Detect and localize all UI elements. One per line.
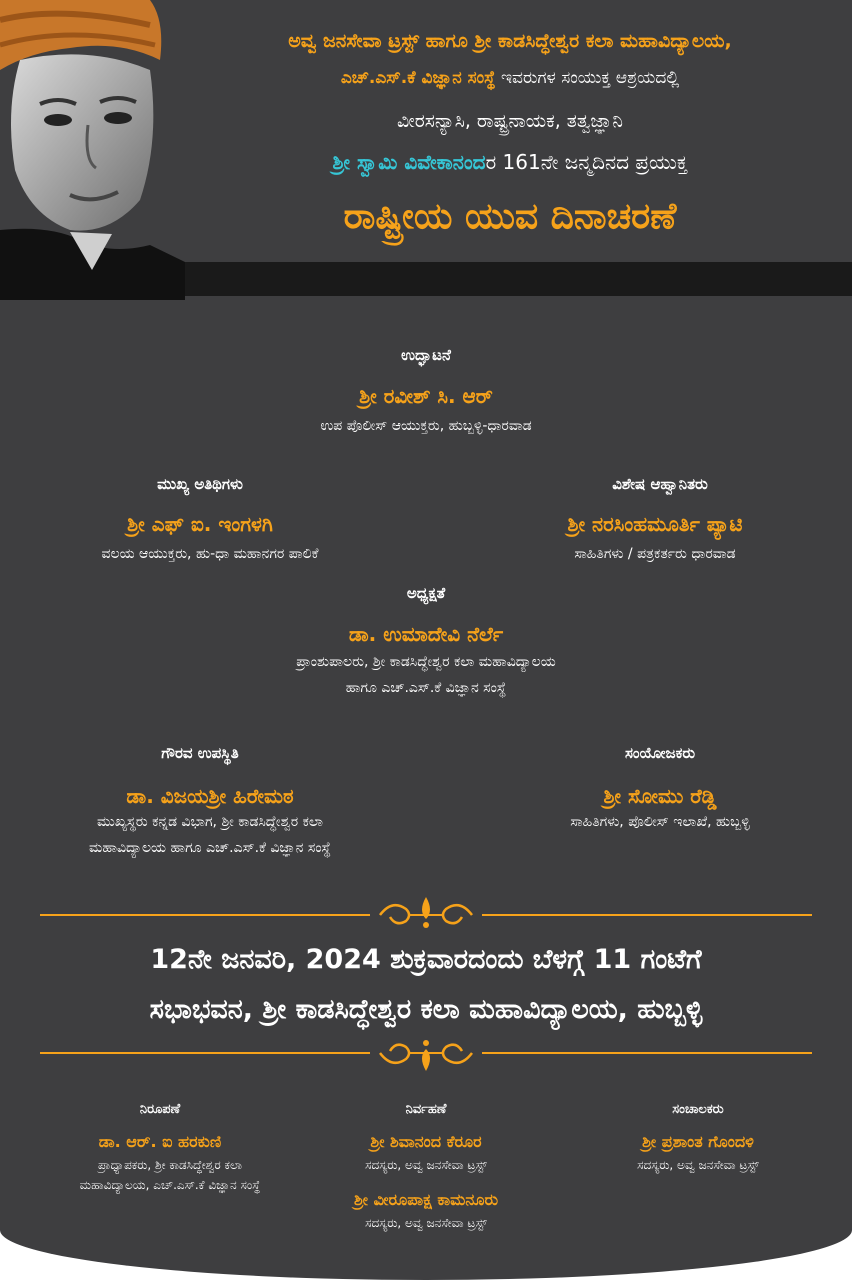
presidency-designation-1: ಪ್ರಾಂಶುಪಾಲರು, ಶ್ರೀ ಕಾಡಸಿದ್ಧೇಶ್ವರ ಕಲಾ ಮಹಾವಿದ್ಯಾಲಯ [296,654,556,670]
chief-guests-section-title: ಮುಖ್ಯ ಅತಿಥಿಗಳು [157,475,243,493]
presidency-designation-2: ಹಾಗೂ ಎಚ್.ಎಸ್.ಕೆ ವಿಜ್ಞಾನ ಸಂಸ್ಥೆ [345,680,507,696]
coordinators-section-title: ಸಂಯೋಜಕರು [624,744,696,762]
presidency-name: ಡಾ. ಉಮಾದೇವಿ ನೆರ್ಲೆ [348,622,504,646]
honorary-presence-section-title: ಗೌರವ ಉಪಸ್ಥಿತಿ [161,744,239,762]
header-line-1: ಅವ್ವ ಜನಸೇವಾ ಟ್ರಸ್ಟ್ ಹಾಗೂ ಶ್ರೀ ಕಾಡಸಿದ್ಧೇಶ್ವರ ಕಲಾ ಮಹಾವಿದ್ಯಾಲಯ, [288,30,732,52]
management-section-title: ನಿರ್ವಹಣೆ [405,1102,447,1117]
portrait-image [0,0,185,300]
header-line-3: ವೀರಸನ್ಯಾಸಿ, ರಾಷ್ಟ್ರನಾಯಕ, ತತ್ವಜ್ಞಾನಿ [396,110,623,132]
narration-section-title: ನಿರೂಪಣೆ [139,1102,181,1117]
inauguration-designation: ಉಪ ಪೊಲೀಸ್ ಆಯುಕ್ತರು, ಹುಬ್ಬಳ್ಳಿ-ಧಾರವಾಡ [320,418,532,434]
coordinator-name: ಶ್ರೀ ಸೋಮು ರೆಡ್ಡಿ [603,784,717,808]
inauguration-section-title: ಉದ್ಘಾಟನೆ [401,346,451,364]
coordinator-designation: ಸಾಹಿತಿಗಳು, ಪೊಲೀಸ್ ಇಲಾಖೆ, ಹುಬ್ಬಳ್ಳಿ [570,814,750,830]
management-designation-2: ಸದಸ್ಯರು, ಅವ್ವ ಜನಸೇವಾ ಟ್ರಸ್ಟ್ [365,1216,487,1230]
honorary-presence-name: ಡಾ. ವಿಜಯಶ್ರೀ ಹಿರೇಮಠ [126,784,294,808]
convener-designation: ಸದಸ್ಯರು, ಅವ್ವ ಜನಸೇವಾ ಟ್ರಸ್ಟ್ [637,1158,759,1172]
header-line-2 [190,68,830,88]
header-line-4-name: ಶ್ರೀ ಸ್ವಾಮಿ ವಿವೇಕಾನಂದ [332,150,486,174]
main-title: ರಾಷ್ಟ್ರೀಯ ಯುವ ದಿನಾಚರಣೆ [343,196,677,237]
header-line-2-suffix: ಇವರುಗಳ ಸಂಯುಕ್ತ ಆಶ್ರಯದಲ್ಲಿ [495,68,680,88]
header-line-4 [190,150,830,174]
narration-designation-2: ಮಹಾವಿದ್ಯಾಲಯ, ಎಚ್.ಎಸ್.ಕೆ ವಿಜ್ಞಾನ ಸಂಸ್ಥೆ [79,1178,261,1192]
narration-designation-1: ಪ್ರಾಧ್ಯಾಪಕರು, ಶ್ರೀ ಕಾಡಸಿದ್ಧೇಶ್ವರ ಕಲಾ [98,1158,242,1172]
chief-guest-designation: ವಲಯ ಆಯುಕ್ತರು, ಹು-ಧಾ ಮಹಾನಗರ ಪಾಲಿಕೆ [101,546,319,562]
flourish-divider-icon [40,893,812,933]
header-line-2-institution: ಎಚ್.ಎಸ್.ಕೆ ವಿಜ್ಞಾನ ಸಂಸ್ಥೆ [340,68,496,88]
flourish-divider-icon [40,1035,812,1075]
special-invitee-name: ಶ್ರೀ ನರಸಿಂಹಮೂರ್ತಿ ಪ್ಯಾಟಿ [567,512,743,536]
honorary-presence-designation-1: ಮುಖ್ಯಸ್ಥರು ಕನ್ನಡ ವಿಭಾಗ, ಶ್ರೀ ಕಾಡಸಿದ್ಧೇಶ್ವರ ಕಲಾ [97,814,323,830]
special-invitee-designation: ಸಾಹಿತಿಗಳು / ಪತ್ರಕರ್ತರು ಧಾರವಾಡ [574,546,736,562]
special-invitees-section-title: ವಿಶೇಷ ಆಹ್ವಾನಿತರು [612,475,708,493]
chief-guest-name: ಶ್ರೀ ಎಫ್ ಐ. ಇಂಗಳಗಿ [127,512,273,536]
management-designation-1: ಸದಸ್ಯರು, ಅವ್ವ ಜನಸೇವಾ ಟ್ರಸ್ಟ್ [365,1158,487,1172]
honorary-presence-designation-2: ಮಹಾವಿದ್ಯಾಲಯ ಹಾಗೂ ಎಚ್.ಎಸ್.ಕೆ ವಿಜ್ಞಾನ ಸಂಸ್ಥೆ [89,840,331,856]
convener-name: ಶ್ರೀ ಪ್ರಶಾಂತ ಗೊಂದಳಿ [642,1132,754,1151]
management-name-1: ಶ್ರೀ ಶಿವಾನಂದ ಕೆರೂರ [370,1132,482,1151]
conveners-section-title: ಸಂಚಾಲಕರು [672,1102,724,1117]
management-name-2: ಶ್ರೀ ವೀರೂಪಾಕ್ಷ ಕಾಮನೂರು [353,1190,499,1209]
inauguration-name: ಶ್ರೀ ರವೀಶ್ ಸಿ. ಆರ್ [359,384,493,408]
narration-name: ಡಾ. ಆರ್. ಐ ಹರಕುಣಿ [98,1132,222,1151]
event-venue: ಸಭಾಭವನ, ಶ್ರೀ ಕಾಡಸಿದ್ಧೇಶ್ವರ ಕಲಾ ಮಹಾವಿದ್ಯಾಲಯ, ಹುಬ್ಬಳ್ಳಿ [149,994,703,1025]
event-datetime: 12ನೇ ಜನವರಿ, 2024 ಶುಕ್ರವಾರದಂದು ಬೆಳಗ್ಗೆ 11 ಗಂಟೆಗೆ [150,944,702,975]
presidency-section-title: ಅಧ್ಯಕ್ಷತೆ [406,584,446,602]
header-line-4-suffix: ರ 161ನೇ ಜನ್ಮದಿನದ ಪ್ರಯುಕ್ತ [485,150,688,174]
